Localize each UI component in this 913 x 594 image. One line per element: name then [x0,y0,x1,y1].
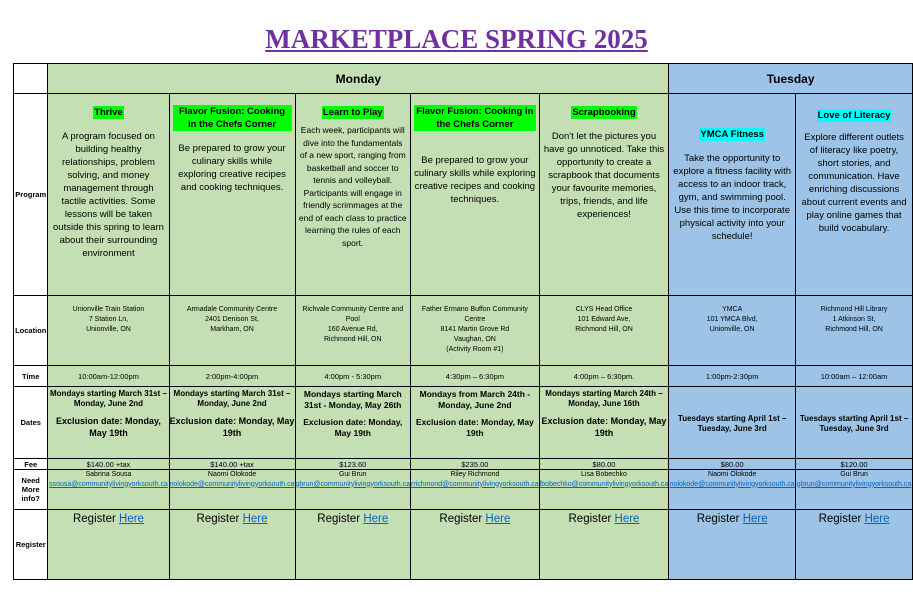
program-description: A program focused on building healthy relationships, problem solving, and money management through tactile activities. Some lessons will be taken outside this spring to learn about their surrounding environment [53,131,164,259]
program-description: Explore different outlets of literacy like poetry, short stories, and communication. Have enriching discussions about current events and play online games that build vocabulary. [801,132,907,234]
dates-cell: Mondays starting March 31st - Monday, May 26th Exclusion date: Monday, May 19th [295,387,411,459]
time-row [14,366,913,387]
program-cell [411,94,540,296]
monday-header: Monday [48,64,669,94]
program-name: Thrive [94,107,123,118]
contact-email-link[interactable]: gbrun@communitylivingyorksouth.ca [295,480,411,488]
location-cell: Richvale Community Centre and Pool 160 Avenue Rd, Richmond Hill, ON [295,296,411,366]
program-cell [48,94,169,296]
program-name: Flavor Fusion: Cooking in the Chefs Corner [173,105,292,131]
fee-row [14,459,913,470]
contact-email-link[interactable]: gbrun@communitylivingyorksouth.ca [796,480,912,488]
row-label-dates: Dates [14,387,48,459]
dates-cell: Mondays from March 24th - Monday, June 2nd Exclusion date: Monday, May 19th [411,387,540,459]
register-cell: Register Here [411,510,540,580]
contact-name: Naomi Olokode [708,471,757,478]
register-link[interactable]: Here [242,513,268,525]
contact-name: Sabrina Sousa [85,471,132,478]
location-row [14,296,913,366]
contact-cell [539,470,669,510]
time-cell: 10:00am-12:00pm [48,366,169,387]
time-cell: 4:30pm – 6:30pm [411,366,540,387]
register-row [14,510,913,580]
program-name: Learn to Play [322,107,383,118]
location-cell: Richmond Hill Library 1 Atkinson St, Richmond Hill, ON [796,296,913,366]
row-label-register: Register [14,510,48,580]
fee-cell: $80.00 [669,459,796,470]
register-cell: Register Here [796,510,913,580]
program-cell [796,94,913,296]
location-cell: Unionville Train Station 7 Station Ln, Unionville, ON [48,296,169,366]
program-description: Each week, participants will dive into the fundamentals of a new sport, ranging from basketball and soccer to tennis and volleyball. Participants will engage in friendly scrimmages at the end of each class to practice learning the rules of each sport. [298,125,407,248]
page-title: MARKETPLACE SPRING 2025 [265,24,648,54]
program-description: Take the opportunity to explore a fitness facility with access to an indoor track, gym, and swimming pool. Use this time to incorporate physical activity into your schedule! [673,153,792,242]
fee-cell: $140.00 +tax [169,459,295,470]
register-link[interactable]: Here [742,513,768,525]
contact-name: Naomi Olokode [207,471,257,478]
contact-name: Gui Brun [338,471,367,478]
row-label-fee: Fee [14,459,48,470]
program-cell [169,94,295,296]
program-cell [669,94,796,296]
schedule-table [13,63,913,580]
program-name: Scrapbooking [572,107,636,118]
contact-email-link[interactable]: ssousa@communitylivingyorksouth.ca [49,480,168,488]
dates-cell: Tuesdays starting April 1st – Tuesday, June 3rd [669,387,796,459]
contact-cell [669,470,796,510]
time-cell: 1:00pm-2:30pm [669,366,796,387]
tuesday-header: Tuesday [669,64,913,94]
program-cell [295,94,411,296]
program-cell [539,94,669,296]
program-name: Love of Literacy [817,110,891,121]
row-label-info: Need More info? [14,470,48,510]
row-label-program: Program [14,94,48,296]
register-cell: Register Here [169,510,295,580]
fee-cell: $123.60 [295,459,411,470]
register-link[interactable]: Here [363,513,389,525]
corner-cell [14,64,48,94]
contact-cell [295,470,411,510]
location-cell: Father Ermano Buffon Community Centre 8141 Martin Grove Rd Vaughan, ON (Activity Room #1) [411,296,540,366]
dates-cell: Mondays starting March 31st – Monday, June 2nd Exclusion date: Monday, May 19th [48,387,169,459]
program-description: Don't let the pictures you have go unnoticed. Take this opportunity to create a scrapbook that documents your favourite memories, trips, friends, and life experiences! [543,131,665,220]
dates-row [14,387,913,459]
register-cell: Register Here [669,510,796,580]
location-cell: CLYS Head Office 101 Edward Ave, Richmond Hill, ON [539,296,669,366]
register-cell: Register Here [539,510,669,580]
row-label-location: Location [14,296,48,366]
contact-name: Riley Richmond [450,471,500,478]
dates-cell: Tuesdays starting April 1st – Tuesday, June 3rd [796,387,913,459]
dates-cell: Mondays starting March 31st – Monday, June 2nd Exclusion date: Monday, May 19th [169,387,295,459]
program-row [14,94,913,296]
contact-cell [169,470,295,510]
register-cell: Register Here [48,510,169,580]
time-cell: 10:00am – 12:00am [796,366,913,387]
contact-cell [796,470,913,510]
time-cell: 4:00pm - 5:30pm [295,366,411,387]
program-name: YMCA Fitness [700,129,764,140]
program-name: Flavor Fusion: Cooking in the Chefs Corner [414,105,536,131]
contact-name: Gui Brun [840,471,868,478]
contact-name: Lisa Bobechko [581,471,627,478]
time-cell: 4:00pm – 6:30pm. [539,366,669,387]
fee-cell: $140.00 +tax [48,459,169,470]
contact-email-link[interactable]: nolokode@communitylivingyorksouth.ca [669,480,795,488]
contact-email-link[interactable]: nolokode@communitylivingyorksouth.ca [169,480,295,488]
location-cell: YMCA 101 YMCA Blvd, Unionville, ON [669,296,796,366]
contact-email-link[interactable]: lbobechko@communitylivingyorksouth.ca [539,480,669,488]
register-link[interactable]: Here [864,513,890,525]
contact-cell [411,470,540,510]
register-link[interactable]: Here [614,513,640,525]
fee-cell: $235.00 [411,459,540,470]
register-link[interactable]: Here [119,513,144,525]
fee-cell: $120.00 [796,459,913,470]
register-link[interactable]: Here [485,513,511,525]
register-cell: Register Here [295,510,411,580]
contact-cell [48,470,169,510]
program-description: Be prepared to grow your culinary skills while exploring creative recipes and cooking techniques. [178,143,286,193]
info-row [14,470,913,510]
location-cell: Armadale Community Centre 2401 Denison St, Markham, ON [169,296,295,366]
time-cell: 2:00pm-4:00pm [169,366,295,387]
fee-cell: $80.00 [539,459,669,470]
contact-email-link[interactable]: rrichmond@communitylivingyorksouth.ca [411,480,539,488]
row-label-time: Time [14,366,48,387]
dates-cell: Mondays starting March 24th – Monday, June 16th Exclusion date: Monday, May 19th [539,387,669,459]
program-description: Be prepared to grow your culinary skills while exploring creative recipes and cooking techniques. [414,155,536,205]
